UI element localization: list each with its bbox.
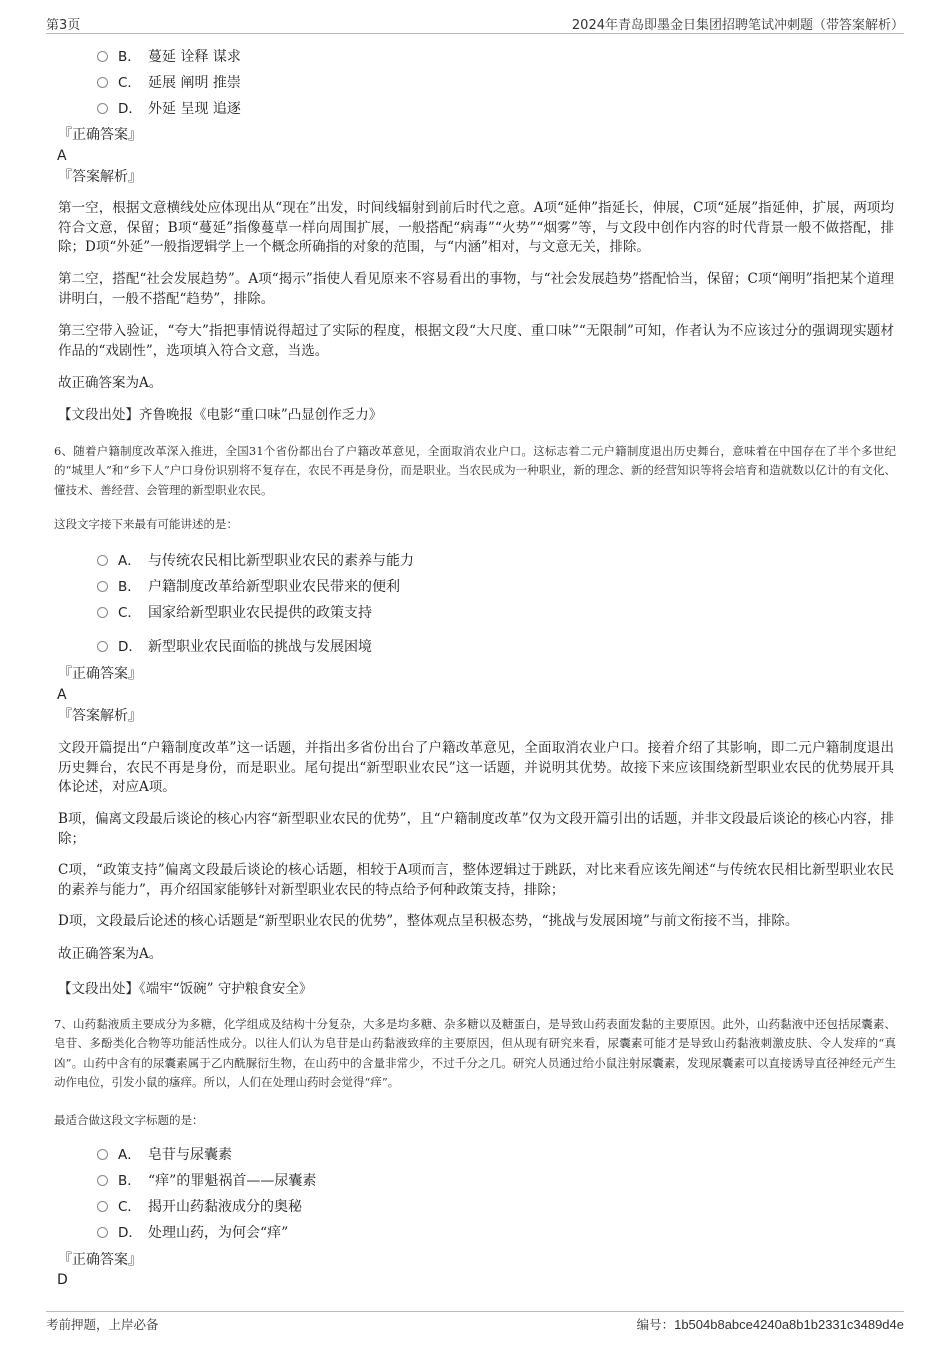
q6-prompt: 这段文字接下来最有可能讲述的是： [54, 517, 238, 531]
q5-analysis-para-1: 第一空，根据文意横线处应体现出从“现在”出发，时间线辐射到前后时代之意。A项“延伸”指延长，伸展，C项“延展”指延伸，扩展，两项均符合文意，保留；B项“蔓延”指像蔓草一样向周围扩展，一般搭配“病毒”“火势”“烟雾”等，与文段中创作内容的时代背景一般不做搭配，排除；D项“外延”一般指逻辑学上一个概念所确指的对象的范围，与“内涵”相对，与文意无关，排除。 [58, 200, 894, 256]
q5-analysis-para-2: 第二空，搭配“社会发展趋势”。A项“揭示”指使人看见原来不容易看出的事物，与“社会发展趋势”搭配恰当，保留；C项“阐明”指把某个道理讲明白，一般不搭配“趋势”，排除。 [58, 271, 894, 307]
q5-answer: A [57, 148, 67, 164]
q6-analysis-para-4: D项，文段最后论述的核心话题是“新型职业农民的优势”，整体观点呈积极态势，“挑战与发展困境”与前文衔接不当，排除。 [58, 913, 799, 929]
q7-option-b[interactable]: B． “痒”的罪魁祸首——尿囊素 [97, 1172, 316, 1190]
document-id-label: 编号： [636, 1317, 675, 1332]
q7-prompt: 最适合做这段文字标题的是： [54, 1113, 204, 1127]
q7-option-c[interactable]: C． 揭开山药黏液成分的奥秘 [97, 1198, 302, 1216]
q6-analysis-para-2: B项，偏离文段最后谈论的核心内容“新型职业农民的优势”，且“户籍制度改革”仅为文段开篇引出的话题，并非文段最后谈论的核心内容，排除； [58, 811, 894, 847]
q6-option-c[interactable]: C． 国家给新型职业农民提供的政策支持 [97, 604, 372, 622]
radio-icon[interactable] [97, 103, 108, 114]
q6-option-a[interactable]: A． 与传统农民相比新型职业农民的素养与能力 [97, 552, 414, 570]
q6-option-b[interactable]: B． 户籍制度改革给新型职业农民带来的便利 [97, 578, 400, 596]
radio-icon[interactable] [97, 581, 108, 592]
q6-question: 6、随着户籍制度改革深入推进，全国31个省份都出台了户籍改革意见，全面取消农业户口。这标志着二元户籍制度退出历史舞台，意味着在中国存在了半个多世纪的“城里人”和“乡下人”户口身份识别将不复存在，农民不再是身份，而是职业。当农民成为一种职业，新的理念、新的经营知识等将会培育和造就数以亿计的有文化、懂技术、善经营、会管理的新型职业农民。 [54, 444, 896, 497]
radio-icon[interactable] [97, 607, 108, 618]
q5-option-c[interactable]: C． 延展 阐明 推崇 [97, 74, 241, 92]
q5-option-b[interactable]: B． 蔓延 诠释 谋求 [97, 48, 241, 66]
q6-source: 【文段出处】《端牢“饭碗” 守护粮食安全》 [58, 981, 313, 997]
q5-conclusion: 故正确答案为A。 [58, 375, 163, 391]
document-title: 2024年青岛即墨金日集团招聘笔试冲刺题（带答案解析） [571, 18, 904, 33]
q6-answer: A [57, 687, 67, 703]
footer-divider [46, 1311, 904, 1312]
q6-correct-answer-label: 『正确答案』 [58, 666, 142, 682]
radio-icon[interactable] [97, 51, 108, 62]
q6-analysis-para-3: C项，“政策支持”偏离文段最后谈论的核心话题，相较于A项而言，整体逻辑过于跳跃，对比来看应该先阐述“与传统农民相比新型职业农民的素养与能力”，再介绍国家能够针对新型职业农民的特点给予何种政策支持，排除； [58, 862, 894, 898]
q5-correct-answer-label: 『正确答案』 [58, 127, 142, 143]
q6-analysis-para-1: 文段开篇提出“户籍制度改革”这一话题，并指出多省份出台了户籍改革意见，全面取消农业户口。接着介绍了其影响，即二元户籍制度退出历史舞台，农民不再是身份，而是职业。尾句提出“新型职业农民”这一话题，并说明其优势。故接下来应该围绕新型职业农民的优势展开具体论述，对应A项。 [58, 740, 894, 796]
page-header [46, 14, 904, 32]
q6-option-d[interactable]: D． 新型职业农民面临的挑战与发展困境 [97, 638, 372, 656]
document-id-value: 1b504b8abce4240a8b1b2331c3489d4e [674, 1317, 904, 1332]
q6-analysis-label: 『答案解析』 [58, 708, 142, 724]
q7-question: 7、山药黏液质主要成分为多糖，化学组成及结构十分复杂，大多是均多糖、杂多糖以及糖蛋白，是导致山药表面发黏的主要原因。此外，山药黏液中还包括尿囊素、皂苷、多酚类化合物等功能活性成分。以往人们认为皂苷是山药黏液致痒的主要原因，但从现有研究来看，尿囊素可能才是导致山药黏液刺激皮肤、令人发痒的“真凶”。山药中含有的尿囊素属于乙内酰脲衍生物，在山药中的含量非常少，不过千分之几。研究人员通过给小鼠注射尿囊素，发现尿囊素可以直接诱导直径神经元产生动作电位，引发小鼠的瘙痒。所以，人们在处理山药时会觉得“痒”。 [54, 1017, 896, 1090]
q5-source: 【文段出处】齐鲁晚报《电影“重口味”凸显创作乏力》 [58, 407, 383, 423]
q7-option-a[interactable]: A． 皂苷与尿囊素 [97, 1146, 232, 1164]
q6-conclusion: 故正确答案为A。 [58, 946, 163, 962]
q7-option-d[interactable]: D． 处理山药，为何会“痒” [97, 1224, 288, 1242]
radio-icon[interactable] [97, 1201, 108, 1212]
document-id [637, 1315, 904, 1333]
radio-icon[interactable] [97, 1175, 108, 1186]
radio-icon[interactable] [97, 77, 108, 88]
q5-analysis-label: 『答案解析』 [58, 169, 142, 185]
page-number: 第3页 [46, 18, 81, 33]
page-footer [46, 1315, 904, 1333]
q5-option-d[interactable]: D． 外延 呈现 追逐 [97, 100, 241, 118]
radio-icon[interactable] [97, 641, 108, 652]
footer-slogan: 考前押题，上岸必备 [46, 1317, 159, 1332]
radio-icon[interactable] [97, 1149, 108, 1160]
q5-analysis-para-3: 第三空带入验证，“夸大”指把事情说得超过了实际的程度，根据文段“大尺度、重口味”“无限制”可知，作者认为不应该过分的强调现实题材作品的“戏剧性”，选项填入符合文意，当选。 [58, 323, 894, 359]
q7-correct-answer-label: 『正确答案』 [58, 1252, 142, 1268]
q7-answer: D [57, 1272, 68, 1288]
radio-icon[interactable] [97, 555, 108, 566]
radio-icon[interactable] [97, 1227, 108, 1238]
header-divider [46, 33, 904, 34]
